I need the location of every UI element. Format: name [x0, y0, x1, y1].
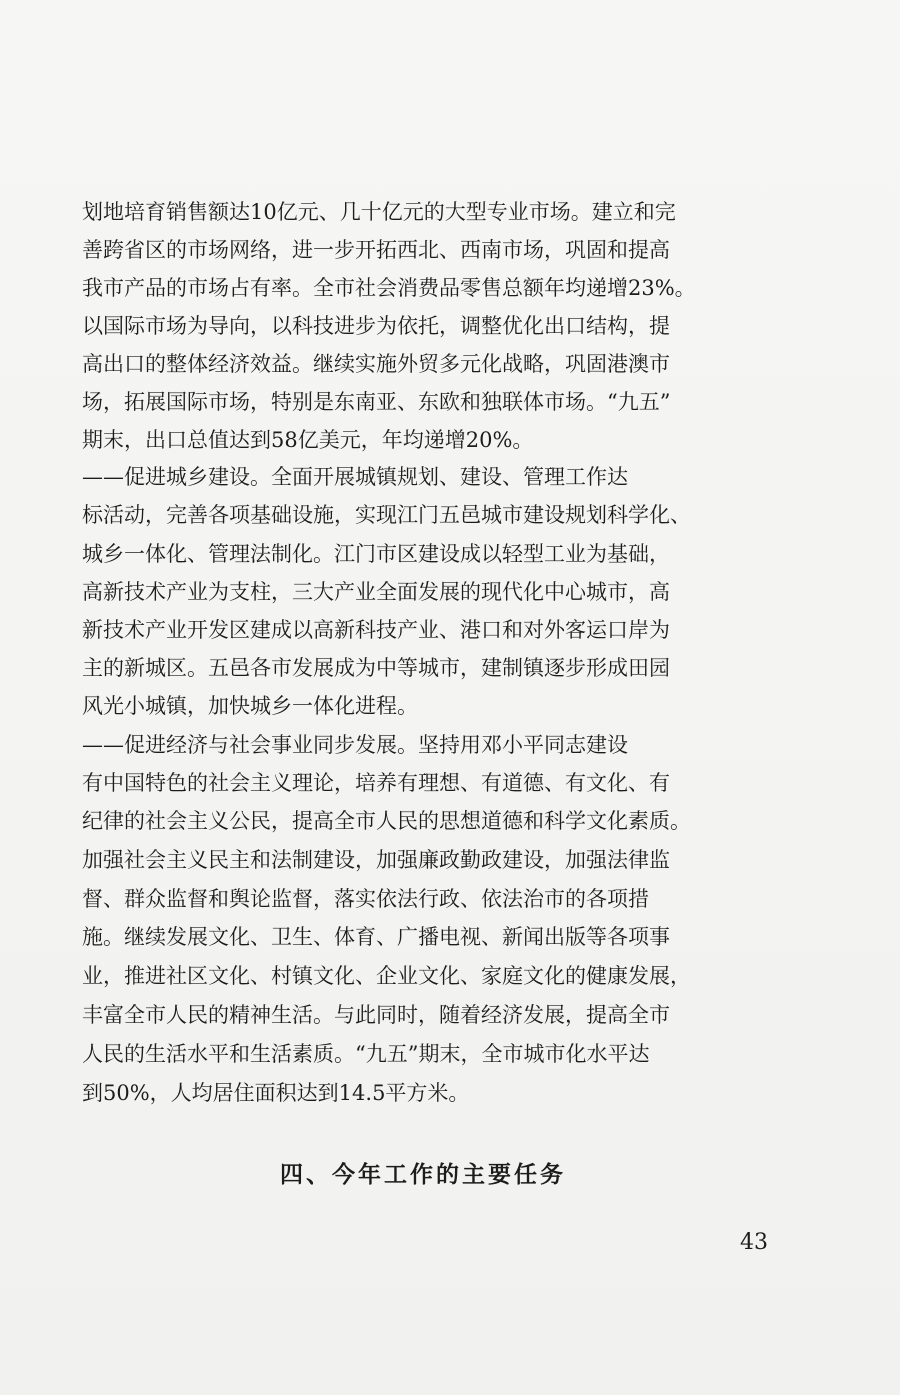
text-line: 高出口的整体经济效益。继续实施外贸多元化战略，巩固港澳市: [82, 352, 670, 376]
page-number: 43: [740, 1230, 768, 1255]
text-line: 新技术产业开发区建成以高新科技产业、港口和对外客运口岸为: [82, 618, 670, 642]
text-line: 我市产品的市场占有率。全市社会消费品零售总额年均递增23%。: [82, 276, 696, 300]
text-line: 主的新城区。五邑各市发展成为中等城市，建制镇逐步形成田园: [82, 656, 670, 680]
section-heading: 四、今年工作的主要任务: [280, 1162, 566, 1188]
text-line: 到50%，人均居住面积达到14.5平方米。: [82, 1081, 470, 1105]
text-line: 施。继续发展文化、卫生、体育、广播电视、新闻出版等各项事: [82, 925, 670, 949]
text-line: 人民的生活水平和生活素质。“九五”期末，全市城市化水平达: [82, 1042, 650, 1066]
text-line: 高新技术产业为支柱，三大产业全面发展的现代化中心城市，高: [82, 580, 670, 604]
text-line: 业，推进社区文化、村镇文化、企业文化、家庭文化的健康发展，: [82, 964, 691, 988]
text-line: 期末，出口总值达到58亿美元，年均递增20%。: [82, 428, 534, 452]
text-line: 以国际市场为导向，以科技进步为依托，调整优化出口结构，提: [82, 314, 670, 338]
text-line: 风光小城镇，加快城乡一体化进程。: [82, 694, 418, 718]
text-line: 加强社会主义民主和法制建设，加强廉政勤政建设，加强法律监: [82, 848, 670, 872]
text-line: 划地培育销售额达10亿元、几十亿元的大型专业市场。建立和完: [82, 200, 676, 224]
text-line: 纪律的社会主义公民，提高全市人民的思想道德和科学文化素质。: [82, 809, 691, 833]
text-line: 城乡一体化、管理法制化。江门市区建设成以轻型工业为基础，: [82, 542, 670, 566]
text-line: 督、群众监督和舆论监督，落实依法行政、依法治市的各项措: [82, 887, 649, 911]
text-line: ——促进城乡建设。全面开展城镇规划、建设、管理工作达: [82, 465, 628, 489]
text-line: 标活动，完善各项基础设施，实现江门五邑城市建设规划科学化、: [82, 503, 691, 527]
text-line: 善跨省区的市场网络，进一步开拓西北、西南市场，巩固和提高: [82, 238, 670, 262]
text-line: ——促进经济与社会事业同步发展。坚持用邓小平同志建设: [82, 733, 628, 757]
text-line: 丰富全市人民的精神生活。与此同时，随着经济发展，提高全市: [82, 1003, 670, 1027]
text-line: 有中国特色的社会主义理论，培养有理想、有道德、有文化、有: [82, 771, 670, 795]
text-line: 场，拓展国际市场，特别是东南亚、东欧和独联体市场。“九五”: [82, 390, 671, 414]
